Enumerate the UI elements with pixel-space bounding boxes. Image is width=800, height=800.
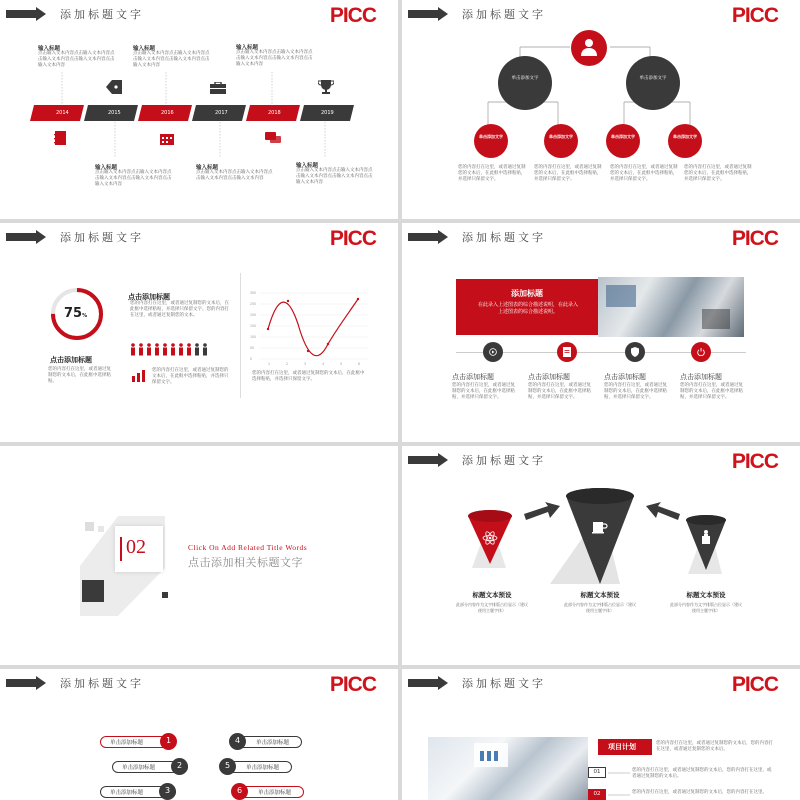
header-arrow-icon <box>408 676 448 690</box>
x-tick-label: 6 <box>358 362 361 366</box>
mid-node-right[interactable] <box>626 56 680 110</box>
row-1-number: 01 <box>593 769 601 775</box>
leaf-text-4: 您的内容打在这里，或者通过复制您的文本后，在此框中选择粘贴，并选择只保留文字。 <box>684 165 752 182</box>
list-pill-2-number: 2 <box>176 761 183 770</box>
list-pill-1-label: 单击添加标题 <box>110 740 144 746</box>
leaf-text-3: 您的内容打在这里，或者通过复制您的文本后，在此框中选择粘贴，并选择只保留文字。 <box>610 165 678 182</box>
year-2016: 2016 <box>161 110 174 116</box>
header-arrow-icon <box>408 230 448 244</box>
mid-node-right-label: 单击添加文字 <box>639 76 667 81</box>
funnel-2-title: 标题文本预设 <box>580 591 620 599</box>
people-icons <box>130 343 210 356</box>
left-heading: 点击添加标题 <box>50 356 92 364</box>
document-icon <box>563 347 571 357</box>
section-deco-square-2 <box>98 526 104 532</box>
person-icon <box>147 343 151 355</box>
x-tick-label: 2 <box>286 362 289 366</box>
chart-caption: 您的内容打在这里，或者通过复制您的文本后，在此框中选择粘贴，并选择只保留文字。 <box>252 371 365 382</box>
y-tick-label: 0 <box>250 357 253 361</box>
slide-title: 添加标题文字 <box>462 231 546 244</box>
banner-text: 在此录入上述图表的综合描述说明，在此录入上述图表的综合描述说明。 <box>477 302 578 315</box>
photo-blue-bars <box>480 751 500 761</box>
picc-logo: PICC <box>731 4 778 27</box>
timeline-bottom-text-3: 点击输入文本内容点击输入文本内容点击输入文本内容点击输入文本内容点击输入文本内容 <box>296 168 373 185</box>
person-icon <box>131 343 135 355</box>
timeline-top-text-2: 点击输入文本内容点击输入文本内容点击输入文本内容点击输入文本内容点击输入文本内容 <box>133 51 210 68</box>
list-pill-4-label: 单击添加标题 <box>256 740 290 746</box>
slide-1[interactable] <box>0 0 398 219</box>
header-arrow-icon <box>6 230 46 244</box>
leaf-node-3[interactable] <box>606 124 640 158</box>
row-2-connector <box>608 794 630 796</box>
person-icon <box>195 343 199 355</box>
leaf-node-3-label: 单击添加文字 <box>611 134 635 139</box>
list-pill-3-number: 3 <box>164 786 171 795</box>
picc-logo: PICC <box>731 673 778 696</box>
slide-8[interactable] <box>402 669 800 800</box>
section-number-bar <box>120 537 122 561</box>
slide-title: 添加标题文字 <box>462 8 546 21</box>
item-1-title: 点击添加标题 <box>452 373 494 381</box>
timeline-top-text-3: 点击输入文本内容点击输入文本内容点击输入文本内容点击输入文本内容点击输入文本内容 <box>236 50 313 67</box>
leaf-node-1-label: 单击添加文字 <box>479 134 503 139</box>
coffee-cup-icon <box>592 520 608 534</box>
section-deco-square-4 <box>162 592 168 598</box>
section-number: 02 <box>126 536 146 558</box>
plan-title: 项目计划 <box>608 743 636 751</box>
timeline-bottom-title-3: 输入标题 <box>296 163 319 169</box>
item-3-title: 点击添加标题 <box>604 373 646 381</box>
slide-5[interactable] <box>0 446 398 665</box>
funnel-graphics <box>402 446 800 665</box>
person-icon <box>171 343 175 355</box>
play-icon <box>489 348 497 356</box>
slide-title: 添加标题文字 <box>60 231 144 244</box>
speaker-podium-icon <box>700 530 712 544</box>
connector-lines <box>0 0 398 219</box>
person-icon <box>187 343 191 355</box>
picc-logo: PICC <box>329 227 376 250</box>
funnel-2-text: 此部分内容作为文字排版占位显示（建议使用主题字体） <box>564 602 636 613</box>
section-deco-square-3 <box>82 580 104 602</box>
slide-title: 添加标题文字 <box>462 677 546 690</box>
leaf-node-2-label: 单击添加文字 <box>549 134 573 139</box>
funnel-1-text: 此部分内容作为文字排版占位显示（建议使用主题字体） <box>456 602 528 613</box>
slide-7[interactable] <box>0 669 398 800</box>
picc-logo: PICC <box>731 450 778 473</box>
middle-text: 您的内容打在这里，或者通过复制您的文本后，在此框中选择粘贴，并选择只保留文字。您的内容打在这里，或者通过复制您的文本。 <box>130 301 229 318</box>
leaf-node-1[interactable] <box>474 124 508 158</box>
y-tick-label: 300 <box>250 291 257 295</box>
year-2015: 2015 <box>108 110 121 116</box>
year-2017: 2017 <box>215 110 228 116</box>
left-text: 您的内容打在这里，或者通过复制您的文本后，在此框中选择粘贴。 <box>48 367 111 384</box>
plan-text: 您的内容打在这里，或者通过复制您的文本后，您的内容打在这里，或者通过复制您的文本后。 <box>656 741 773 752</box>
row-1-connector <box>608 772 630 774</box>
power-icon <box>697 348 705 356</box>
row-2-number: 02 <box>593 791 601 797</box>
y-tick-label: 150 <box>250 324 257 328</box>
progress-unit: % <box>82 313 88 319</box>
list-pill-2-label: 单击添加标题 <box>122 765 156 771</box>
slide-4[interactable] <box>402 223 800 442</box>
list-pill-5-number: 5 <box>224 761 231 770</box>
list-pill-1-number: 1 <box>165 736 172 745</box>
slide-6[interactable] <box>402 446 800 665</box>
row-2-text: 您的内容打在这里，或者通过复制您的文本后，您的内容打在这里。 <box>632 790 767 795</box>
row-1-text: 您的内容打在这里，或者通过复制您的文本后，您的内容打在这里，或者通过复制您的文本后。 <box>632 768 772 779</box>
office-photo <box>428 737 588 800</box>
list-pill-5-label: 单击添加标题 <box>246 765 280 771</box>
item-2-title: 点击添加标题 <box>528 373 570 381</box>
leaf-node-4-label: 单击添加文字 <box>673 134 697 139</box>
y-tick-label: 250 <box>250 302 257 306</box>
item-4-text: 您的内容打在这里，或者通过复制您的文本后，在此框中选择粘贴，并选择只保留文字。 <box>680 383 743 400</box>
progress-value <box>64 306 87 321</box>
y-tick-label: 100 <box>250 335 257 339</box>
person-icon <box>163 343 167 355</box>
list-pill-4-number: 4 <box>234 736 241 745</box>
atom-icon <box>482 530 498 546</box>
x-tick-label: 3 <box>304 362 307 366</box>
header-arrow-icon <box>6 676 46 690</box>
picc-logo: PICC <box>731 227 778 250</box>
slide-3[interactable] <box>0 223 398 442</box>
section-title-en: Click On Add Related Title Words <box>188 543 308 552</box>
org-chart-lines <box>402 0 800 219</box>
year-2014: 2014 <box>56 110 69 116</box>
timeline-top-title-1: 输入标题 <box>38 46 61 52</box>
list-pill-6-number: 6 <box>236 786 243 795</box>
timeline-top-text-1: 点击输入文本内容点击输入文本内容点击输入文本内容点击输入文本内容点击输入文本内容 <box>38 51 115 68</box>
person-icon <box>139 343 143 355</box>
x-tick-label: 1 <box>268 362 271 366</box>
y-tick-label: 50 <box>250 346 255 350</box>
timeline-top-title-3: 输入标题 <box>236 45 259 51</box>
leaf-node-4[interactable] <box>668 124 702 158</box>
section-deco-square-1 <box>85 522 94 531</box>
y-tick-label: 200 <box>250 313 257 317</box>
list-pill-6-label: 单击添加标题 <box>258 790 292 796</box>
year-2018: 2018 <box>268 110 281 116</box>
vertical-divider <box>240 273 241 398</box>
mid-node-left-label: 单击添加文字 <box>511 76 539 81</box>
middle-text-2: 您的内容打在这里，或者通过复制您的文本后，在此框中选择粘贴，并选择只保留文字。 <box>152 368 229 385</box>
timeline-bottom-text-2: 点击输入文本内容点击输入文本内容点击输入文本内容点击输入文本内容 <box>196 170 273 181</box>
bar-chart-icon <box>132 370 146 382</box>
x-tick-label: 4 <box>322 362 325 366</box>
shield-icon <box>631 347 639 357</box>
middle-heading: 点击添加标题 <box>128 293 170 301</box>
curve-series <box>268 299 358 356</box>
person-icon <box>179 343 183 355</box>
leaf-node-2[interactable] <box>544 124 578 158</box>
slide-2[interactable] <box>402 0 800 219</box>
person-icon <box>203 343 207 355</box>
funnel-3-title: 标题文本预设 <box>686 591 726 599</box>
leaf-text-1: 您的内容打在这里，或者通过复制您的文本后，在此框中选择粘贴，并选择只保留文字。 <box>458 165 526 182</box>
photo-overlay-2 <box>702 309 730 329</box>
item-1-text: 您的内容打在这里，或者通过复制您的文本后，在此框中选择粘贴，并选择只保留文字。 <box>452 383 515 400</box>
item-3-text: 您的内容打在这里，或者通过复制您的文本后，在此框中选择粘贴，并选择只保留文字。 <box>604 383 667 400</box>
slide-title: 添加标题文字 <box>462 454 546 467</box>
item-2-text: 您的内容打在这里，或者通过复制您的文本后，在此框中选择粘贴，并选择只保留文字。 <box>528 383 591 400</box>
picc-logo: PICC <box>329 4 376 27</box>
item-4-title: 点击添加标题 <box>680 373 722 381</box>
timeline-bottom-title-1: 输入标题 <box>95 165 118 171</box>
leaf-text-2: 您的内容打在这里，或者通过复制您的文本后，在此框中选择粘贴，并选择只保留文字。 <box>534 165 602 182</box>
list-pill-3-label: 单击添加标题 <box>110 790 144 796</box>
year-2019: 2019 <box>321 110 334 116</box>
x-tick-label: 5 <box>340 362 343 366</box>
photo-overlay <box>606 285 636 307</box>
timeline-bottom-text-1: 点击输入文本内容点击输入文本内容点击输入文本内容点击输入文本内容点击输入文本内容 <box>95 170 172 187</box>
banner-title: 添加标题 <box>511 289 543 298</box>
picc-logo: PICC <box>329 673 376 696</box>
funnel-1-title: 标题文本预设 <box>472 591 512 599</box>
person-icon <box>155 343 159 355</box>
mid-node-left[interactable] <box>498 56 552 110</box>
timeline-top-title-2: 输入标题 <box>133 46 156 52</box>
line-chart <box>250 289 370 369</box>
slide-title: 添加标题文字 <box>60 677 144 690</box>
progress-number: 75 <box>64 306 83 321</box>
section-title-cn: 点击添加相关标题文字 <box>188 556 303 569</box>
funnel-3-text: 此部分内容作为文字排版占位显示（建议使用主题字体） <box>670 602 742 613</box>
user-icon <box>581 38 597 56</box>
slide-title: 添加标题文字 <box>60 8 144 21</box>
timeline-bottom-title-2: 输入标题 <box>196 165 219 171</box>
